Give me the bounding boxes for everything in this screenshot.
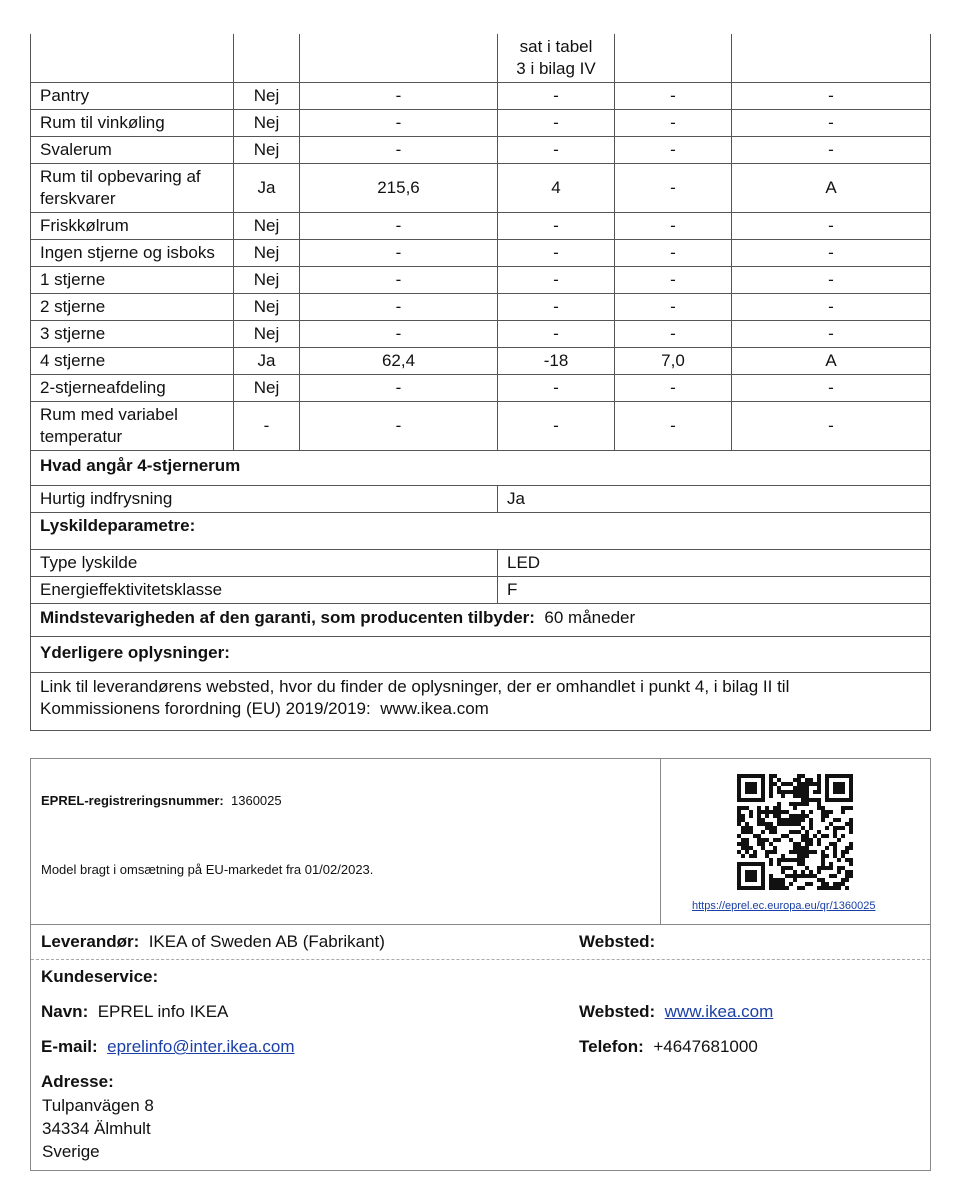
guarantee-row bbox=[31, 604, 931, 637]
compartment-name: 2-stjerneafdeling bbox=[31, 375, 234, 402]
compartment-name: Svalerum bbox=[31, 137, 234, 164]
freeze-capacity-cell: - bbox=[615, 267, 732, 294]
eprel-reg-label: EPREL-registreringsnummer: bbox=[41, 793, 224, 808]
cs-website-label: Websted: bbox=[579, 1002, 656, 1021]
present-cell: Nej bbox=[234, 137, 300, 164]
fast-freeze-value: Ja bbox=[498, 486, 931, 513]
qr-divider bbox=[660, 759, 661, 924]
address-line3: Sverige bbox=[42, 1142, 100, 1161]
compartment-name: Ingen stjerne og isboks bbox=[31, 240, 234, 267]
present-cell: Nej bbox=[234, 321, 300, 348]
freeze-capacity-cell: - bbox=[615, 375, 732, 402]
compartment-name: 3 stjerne bbox=[31, 321, 234, 348]
compartment-table bbox=[30, 34, 931, 731]
volume-cell: 62,4 bbox=[300, 348, 498, 375]
temperature-cell: - bbox=[498, 402, 615, 451]
table-row bbox=[31, 110, 931, 137]
eprel-reg-value: 1360025 bbox=[231, 793, 282, 808]
table-row bbox=[31, 267, 931, 294]
climate-class-cell: - bbox=[732, 240, 931, 267]
more-info-heading-row bbox=[31, 637, 931, 673]
header-cont-line2: 3 i bilag IV bbox=[516, 59, 596, 78]
freeze-capacity-cell: - bbox=[615, 240, 732, 267]
address-line2: 34334 Älmhult bbox=[42, 1119, 151, 1138]
volume-cell: - bbox=[300, 267, 498, 294]
compartment-name: 1 stjerne bbox=[31, 267, 234, 294]
header-continuation-row bbox=[31, 34, 931, 83]
energy-class-row bbox=[31, 577, 931, 604]
supplier-value: IKEA of Sweden AB (Fabrikant) bbox=[148, 932, 385, 951]
volume-cell: - bbox=[300, 137, 498, 164]
more-info-heading: Yderligere oplysninger: bbox=[31, 637, 931, 673]
climate-class-cell: - bbox=[732, 110, 931, 137]
more-info-line2: Kommissionens forordning (EU) 2019/2019: bbox=[40, 699, 371, 718]
freeze-capacity-cell: - bbox=[615, 321, 732, 348]
freeze-capacity-cell: - bbox=[615, 137, 732, 164]
present-cell: Nej bbox=[234, 294, 300, 321]
climate-class-cell: - bbox=[732, 294, 931, 321]
light-heading-row bbox=[31, 513, 931, 550]
climate-class-cell: A bbox=[732, 164, 931, 213]
compartment-name: 4 stjerne bbox=[31, 348, 234, 375]
table-row bbox=[31, 164, 931, 213]
guarantee-value: 60 måneder bbox=[544, 608, 636, 627]
compartment-name: Pantry bbox=[31, 83, 234, 110]
qr-url-link[interactable]: https://eprel.ec.europa.eu/qr/1360025 bbox=[692, 900, 876, 912]
climate-class-cell: - bbox=[732, 321, 931, 348]
four-star-heading: Hvad angår 4-stjernerum bbox=[31, 451, 931, 486]
present-cell: Nej bbox=[234, 267, 300, 294]
table-row bbox=[31, 375, 931, 402]
table-row bbox=[31, 402, 931, 451]
freeze-capacity-cell: 7,0 bbox=[615, 348, 732, 375]
compartment-name: Rum med variabel temperatur bbox=[31, 402, 234, 451]
freeze-capacity-cell: - bbox=[615, 402, 732, 451]
supplier-label: Leverandør: bbox=[41, 932, 140, 951]
four-star-heading-row bbox=[31, 451, 931, 486]
temperature-cell: 4 bbox=[498, 164, 615, 213]
present-cell: Nej bbox=[234, 375, 300, 402]
temperature-cell: - bbox=[498, 137, 615, 164]
volume-cell: - bbox=[300, 294, 498, 321]
compartment-name: Rum til opbevaring af ferskvarer bbox=[31, 164, 234, 213]
climate-class-cell: - bbox=[732, 267, 931, 294]
temperature-cell: -18 bbox=[498, 348, 615, 375]
climate-class-cell: - bbox=[732, 137, 931, 164]
phone-value: +4647681000 bbox=[653, 1037, 758, 1056]
guarantee-label: Mindstevarigheden af den garanti, som producenten tilbyder: bbox=[40, 608, 535, 627]
volume-cell: - bbox=[300, 240, 498, 267]
freeze-capacity-cell: - bbox=[615, 83, 732, 110]
phone-label: Telefon: bbox=[579, 1037, 644, 1056]
light-type-value: LED bbox=[498, 550, 931, 577]
table-row bbox=[31, 213, 931, 240]
volume-cell: - bbox=[300, 110, 498, 137]
volume-cell: - bbox=[300, 83, 498, 110]
name-label: Navn: bbox=[41, 1002, 89, 1021]
present-cell: Nej bbox=[234, 83, 300, 110]
dashed-separator bbox=[31, 959, 930, 960]
light-heading: Lyskildeparametre: bbox=[31, 513, 931, 550]
present-cell: Nej bbox=[234, 213, 300, 240]
temperature-cell: - bbox=[498, 375, 615, 402]
qr-code-icon[interactable] bbox=[737, 774, 853, 890]
temperature-cell: - bbox=[498, 213, 615, 240]
present-cell: Ja bbox=[234, 348, 300, 375]
compartment-name: 2 stjerne bbox=[31, 294, 234, 321]
placed-on-market: Model bragt i omsætning på EU-markedet fra 01/02/2023. bbox=[41, 862, 374, 877]
temperature-cell: - bbox=[498, 321, 615, 348]
temperature-cell: - bbox=[498, 110, 615, 137]
compartment-name: Friskkølrum bbox=[31, 213, 234, 240]
present-cell: - bbox=[234, 402, 300, 451]
climate-class-cell: - bbox=[732, 402, 931, 451]
table-row bbox=[31, 240, 931, 267]
cs-website-link[interactable]: www.ikea.com bbox=[664, 1002, 774, 1021]
present-cell: Ja bbox=[234, 164, 300, 213]
name-value: EPREL info IKEA bbox=[97, 1002, 229, 1021]
more-info-line1: Link til leverandørens websted, hvor du finder de oplysninger, der er omhandlet i punkt 4, i bilag II til bbox=[40, 677, 790, 696]
climate-class-cell: - bbox=[732, 83, 931, 110]
table-row bbox=[31, 83, 931, 110]
address-label: Adresse: bbox=[41, 1072, 114, 1091]
table-row bbox=[31, 294, 931, 321]
address-line1: Tulpanvägen 8 bbox=[42, 1096, 154, 1115]
volume-cell: - bbox=[300, 375, 498, 402]
present-cell: Nej bbox=[234, 110, 300, 137]
temperature-cell: - bbox=[498, 240, 615, 267]
freeze-capacity-cell: - bbox=[615, 110, 732, 137]
table-row bbox=[31, 137, 931, 164]
freeze-capacity-cell: - bbox=[615, 164, 732, 213]
more-info-url[interactable]: www.ikea.com bbox=[380, 699, 489, 718]
temperature-cell: - bbox=[498, 267, 615, 294]
eprel-bottom-border bbox=[31, 924, 930, 925]
email-link[interactable]: eprelinfo@inter.ikea.com bbox=[107, 1037, 295, 1056]
more-info-row bbox=[31, 673, 931, 731]
volume-cell: - bbox=[300, 213, 498, 240]
fast-freeze-label: Hurtig indfrysning bbox=[31, 486, 498, 513]
fast-freeze-row bbox=[31, 486, 931, 513]
freeze-capacity-cell: - bbox=[615, 294, 732, 321]
temperature-cell: - bbox=[498, 83, 615, 110]
volume-cell: - bbox=[300, 321, 498, 348]
energy-class-label: Energieffektivitetsklasse bbox=[31, 577, 498, 604]
freeze-capacity-cell: - bbox=[615, 213, 732, 240]
climate-class-cell: A bbox=[732, 348, 931, 375]
temperature-cell: - bbox=[498, 294, 615, 321]
light-type-row bbox=[31, 550, 931, 577]
volume-cell: 215,6 bbox=[300, 164, 498, 213]
climate-class-cell: - bbox=[732, 375, 931, 402]
table-row bbox=[31, 348, 931, 375]
present-cell: Nej bbox=[234, 240, 300, 267]
header-cont-line1: sat i tabel bbox=[519, 37, 593, 56]
table-row bbox=[31, 321, 931, 348]
customer-service-heading: Kundeservice: bbox=[41, 967, 159, 986]
volume-cell: - bbox=[300, 402, 498, 451]
supplier-website-label: Websted: bbox=[579, 932, 656, 951]
energy-class-value: F bbox=[498, 577, 931, 604]
light-type-label: Type lyskilde bbox=[31, 550, 498, 577]
climate-class-cell: - bbox=[732, 213, 931, 240]
compartment-name: Rum til vinkøling bbox=[31, 110, 234, 137]
email-label: E-mail: bbox=[41, 1037, 98, 1056]
